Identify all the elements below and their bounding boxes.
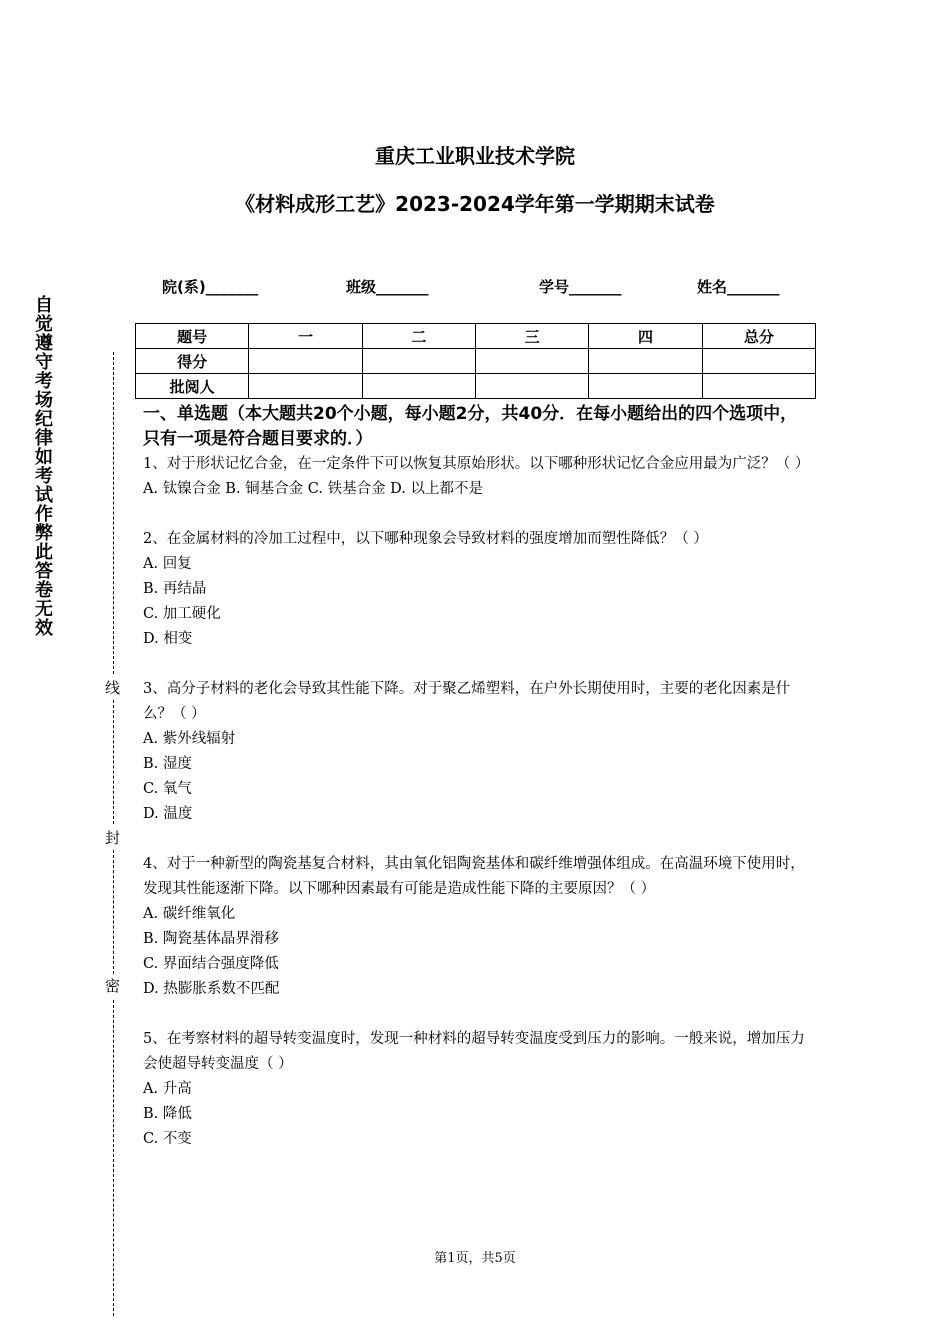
score-table-header-cell: 总分 bbox=[702, 324, 815, 349]
binding-mark-feng: 封 bbox=[105, 829, 121, 847]
name-field: 姓名_______ bbox=[697, 278, 780, 296]
score-table-cell bbox=[702, 374, 815, 399]
binding-line bbox=[113, 850, 114, 974]
score-table-cell bbox=[589, 374, 702, 399]
score-table-row bbox=[136, 324, 816, 349]
option: B. 陶瓷基体晶界滑移 bbox=[143, 931, 279, 947]
question-stem: 3、高分子材料的老化会导致其性能下降。对于聚乙烯塑料，在户外长期使用时，主要的老化因素是什么？（ ） bbox=[143, 681, 791, 722]
option: D. 相变 bbox=[143, 631, 193, 647]
score-table-cell bbox=[249, 349, 362, 374]
option: D. 热膨胀系数不匹配 bbox=[143, 981, 280, 997]
question-options: A. 钛镍合金 B. 铜基合金 C. 铁基合金 D. 以上都不是 bbox=[143, 481, 484, 497]
option: B. 降低 bbox=[143, 1106, 192, 1122]
binding-line bbox=[113, 700, 114, 824]
option: C. 不变 bbox=[143, 1131, 192, 1147]
score-table-header-cell: 四 bbox=[589, 324, 702, 349]
score-table-header-cell: 二 bbox=[362, 324, 475, 349]
question-stem: 1、对于形状记忆合金，在一定条件下可以恢复其原始形状。以下哪种形状记忆合金应用最为广泛？（ ） bbox=[143, 456, 810, 472]
binding-line bbox=[113, 352, 114, 674]
question-stem: 2、在金属材料的冷加工过程中，以下哪种现象会导致材料的强度增加而塑性降低？（ ） bbox=[143, 531, 708, 547]
page-footer: 第1页，共5页 bbox=[434, 1251, 516, 1266]
score-table-row bbox=[136, 374, 816, 399]
option: C. 加工硬化 bbox=[143, 606, 221, 622]
option: A. 升高 bbox=[143, 1081, 192, 1097]
score-table-row bbox=[136, 349, 816, 374]
side-notice: 自觉遵守考场纪律如考试作弊此答卷无效 bbox=[35, 295, 53, 639]
section-heading: 一、单选题（本大题共20个小题，每小题2分，共40分．在每小题给出的四个选项中，只有一项是符合题目要求的．） bbox=[143, 404, 798, 449]
binding-mark-mi: 密 bbox=[105, 977, 121, 995]
score-table-cell bbox=[249, 374, 362, 399]
score-table-cell bbox=[475, 349, 588, 374]
score-table-cell bbox=[362, 349, 475, 374]
option: C. 氧气 bbox=[143, 781, 192, 797]
student-no-field: 学号_______ bbox=[539, 278, 622, 296]
exam-title: 《材料成形工艺》2023-2024学年第一学期期末试卷 bbox=[235, 192, 715, 216]
school-name: 重庆工业职业技术学院 bbox=[375, 144, 575, 168]
score-table-cell bbox=[362, 374, 475, 399]
score-table-cell bbox=[702, 349, 815, 374]
score-table-cell bbox=[589, 349, 702, 374]
option: D. 温度 bbox=[143, 806, 193, 822]
score-table-cell bbox=[475, 374, 588, 399]
binding-line bbox=[113, 1000, 114, 1316]
score-table-row-label: 得分 bbox=[136, 349, 249, 374]
exam-content bbox=[143, 402, 811, 1152]
score-table-header-cell: 三 bbox=[475, 324, 588, 349]
option: A. 紫外线辐射 bbox=[143, 731, 236, 747]
dept-field: 院(系)_______ bbox=[162, 278, 259, 296]
question-stem: 5、在考察材料的超导转变温度时，发现一种材料的超导转变温度受到压力的影响。一般来说，增加压力会使超导转变温度（ ） bbox=[143, 1031, 805, 1072]
class-field: 班级_______ bbox=[346, 278, 429, 296]
option: A. 碳纤维氧化 bbox=[143, 906, 236, 922]
score-table-row-label: 批阅人 bbox=[136, 374, 249, 399]
option: B. 湿度 bbox=[143, 756, 192, 772]
score-table-header-cell: 一 bbox=[249, 324, 362, 349]
score-table-header-cell: 题号 bbox=[136, 324, 249, 349]
score-table bbox=[135, 323, 816, 399]
option: C. 界面结合强度降低 bbox=[143, 956, 279, 972]
option: B. 再结晶 bbox=[143, 581, 207, 597]
option: A. 回复 bbox=[143, 556, 192, 572]
question-stem: 4、对于一种新型的陶瓷基复合材料，其由氧化铝陶瓷基体和碳纤维增强体组成。在高温环境下使用时，发现其性能逐渐下降。以下哪种因素最有可能是造成性能下降的主要原因？（ ） bbox=[143, 856, 805, 897]
binding-mark-xian: 线 bbox=[105, 679, 121, 697]
